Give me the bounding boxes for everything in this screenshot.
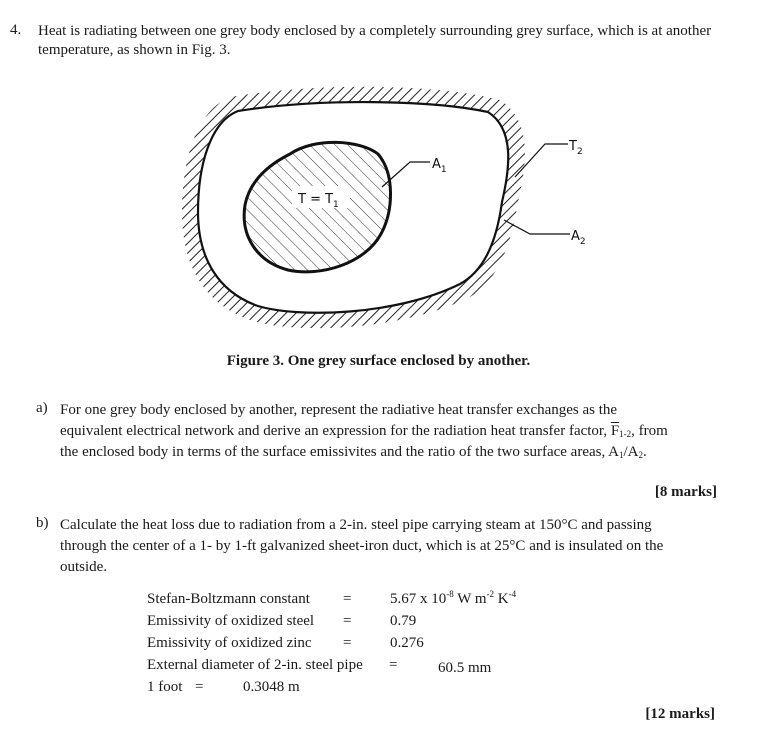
radiation-factor-symbol: $\overline{F}$ [610,423,620,439]
figure-enclosure-diagram [170,82,600,344]
part-a-label: a) [36,400,48,416]
part-a-line-2: equivalent electrical network and derive an expression for the radiation heat transfer factor, $\overline{F}_{1-2}$, from [60,423,668,439]
sb-value: 5.67 x $10^{-8}$ W $m^{-2}$ $K^{-4}$ [390,589,517,607]
part-a-line-3: the enclosed body in terms of the surface emissivites and the ratio of the two surface areas, $A_1/A_2$. [60,444,647,460]
pipe-name: External diameter of 2-in. steel pipe [147,657,363,673]
zinc-value: 0.276 [390,635,424,651]
part-a-text [60,400,740,463]
part-b-marks: [12 marks] [645,706,715,722]
steel-eq: = [343,613,352,629]
foot-name: 1 foot [147,679,183,695]
foot-eq: = [195,679,204,695]
foot-value: 0.3048 m [243,679,300,695]
question-number: 4. [10,22,22,38]
part-b-label: b) [36,515,49,531]
label-a2: $A_2$ [571,229,586,247]
sb-eq: = [343,591,352,607]
figure-caption: Figure 3. One grey surface enclosed by another. [226,353,531,369]
constants-table [147,588,707,708]
part-b-line-3: outside. [60,559,108,575]
part-b-text [60,515,740,578]
label-a1: $A_1$ [432,157,447,175]
label-t2: $T_2$ [569,139,583,157]
pipe-eq: = [389,657,398,673]
part-a-marks: [8 marks] [654,484,717,500]
part-a-line-1: For one grey body enclosed by another, represent the radiative heat transfer exchanges as the [60,402,618,418]
zinc-eq: = [343,635,352,651]
zinc-name: Emissivity of oxidized zinc [147,635,312,651]
label-t-eq-t1: $T = T_1$ [298,192,339,210]
part-b-line-2: through the center of a 1- by 1-ft galvanized sheet-iron duct, which is at 25°C and is insulated on the [60,538,664,554]
sb-name: Stefan-Boltzmann constant [147,591,310,607]
pipe-value: 60.5 mm [438,660,492,676]
part-b-line-1: Calculate the heat loss due to radiation from a 2-in. steel pipe carrying steam at 150°C and passing [60,517,652,533]
steel-value: 0.79 [390,613,417,629]
question-text: Heat is radiating between one grey body enclosed by a completely surrounding grey surface, which is at another temperature, as shown in Fig. 3. [38,23,712,58]
steel-name: Emissivity of oxidized steel [147,613,315,629]
